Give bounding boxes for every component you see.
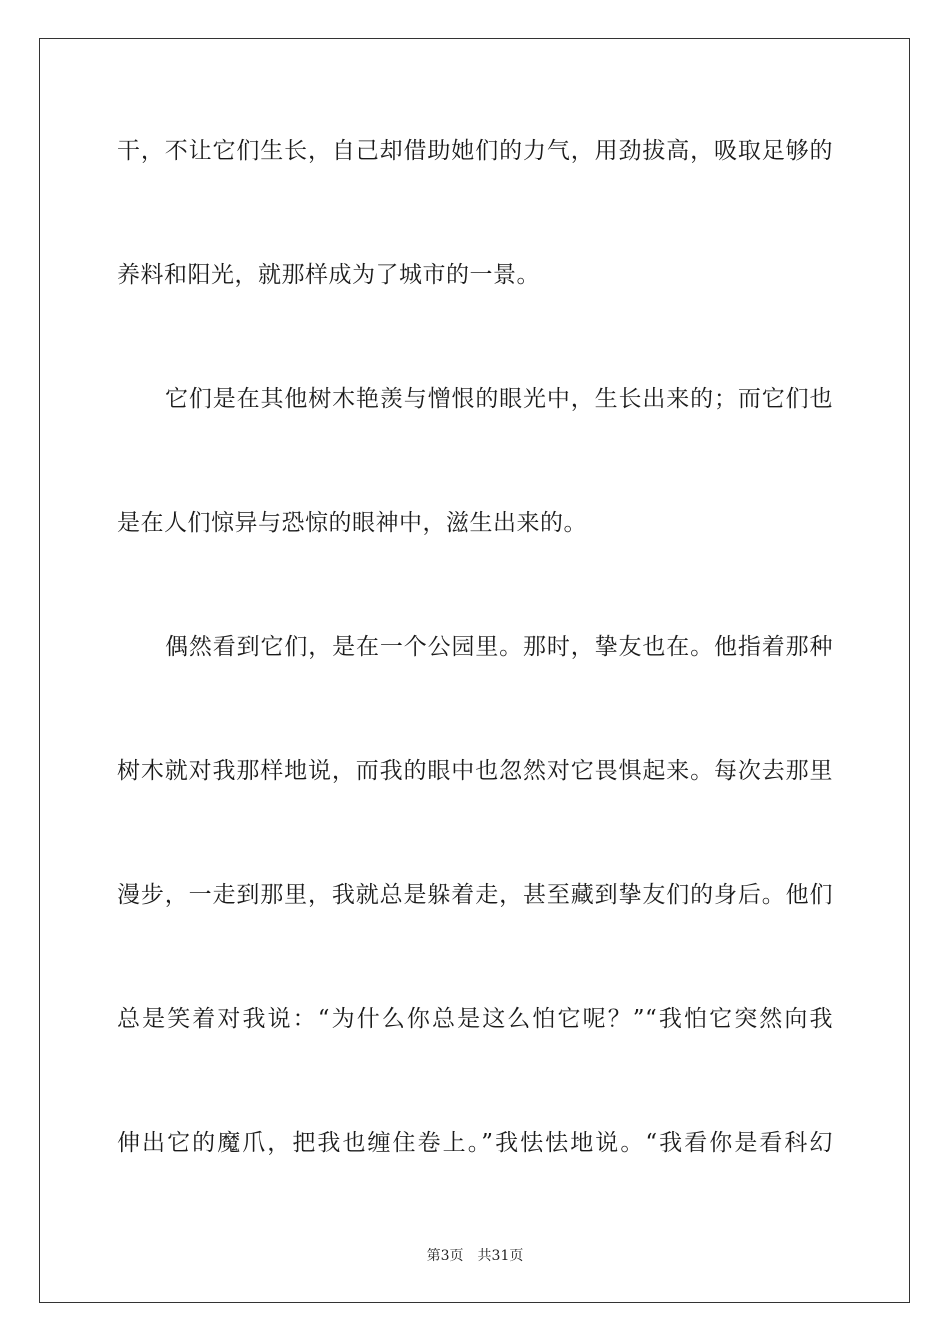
text-line-2: 养料和阳光，就那样成为了城市的一景。 bbox=[117, 262, 540, 288]
text-line-5: 偶然看到它们，是在一个公园里。那时，挚友也在。他指着那种 bbox=[165, 634, 833, 660]
text-line-9: 伸出它的魔爪，把我也缠住卷上。”我怯怯地说。“我看你是看科幻 bbox=[117, 1130, 833, 1156]
text-line-3: 它们是在其他树木艳羡与憎恨的眼光中，生长出来的；而它们也 bbox=[165, 386, 833, 412]
page-total: 共31页 bbox=[477, 1248, 524, 1264]
page-number: 第3页 bbox=[426, 1248, 464, 1264]
page-footer bbox=[0, 1247, 950, 1265]
text-line-1: 干，不让它们生长，自己却借助她们的力气，用劲拔高，吸取足够的 bbox=[117, 138, 833, 164]
text-line-8: 总是笑着对我说：“为什么你总是这么怕它呢？”“我怕它突然向我 bbox=[117, 1006, 833, 1032]
page-border bbox=[39, 38, 910, 1303]
text-line-6: 树木就对我那样地说，而我的眼中也忽然对它畏惧起来。每次去那里 bbox=[117, 758, 833, 784]
text-line-4: 是在人们惊异与恐惊的眼神中，滋生出来的。 bbox=[117, 510, 587, 536]
text-line-7: 漫步，一走到那里，我就总是躲着走，甚至藏到挚友们的身后。他们 bbox=[117, 882, 833, 908]
